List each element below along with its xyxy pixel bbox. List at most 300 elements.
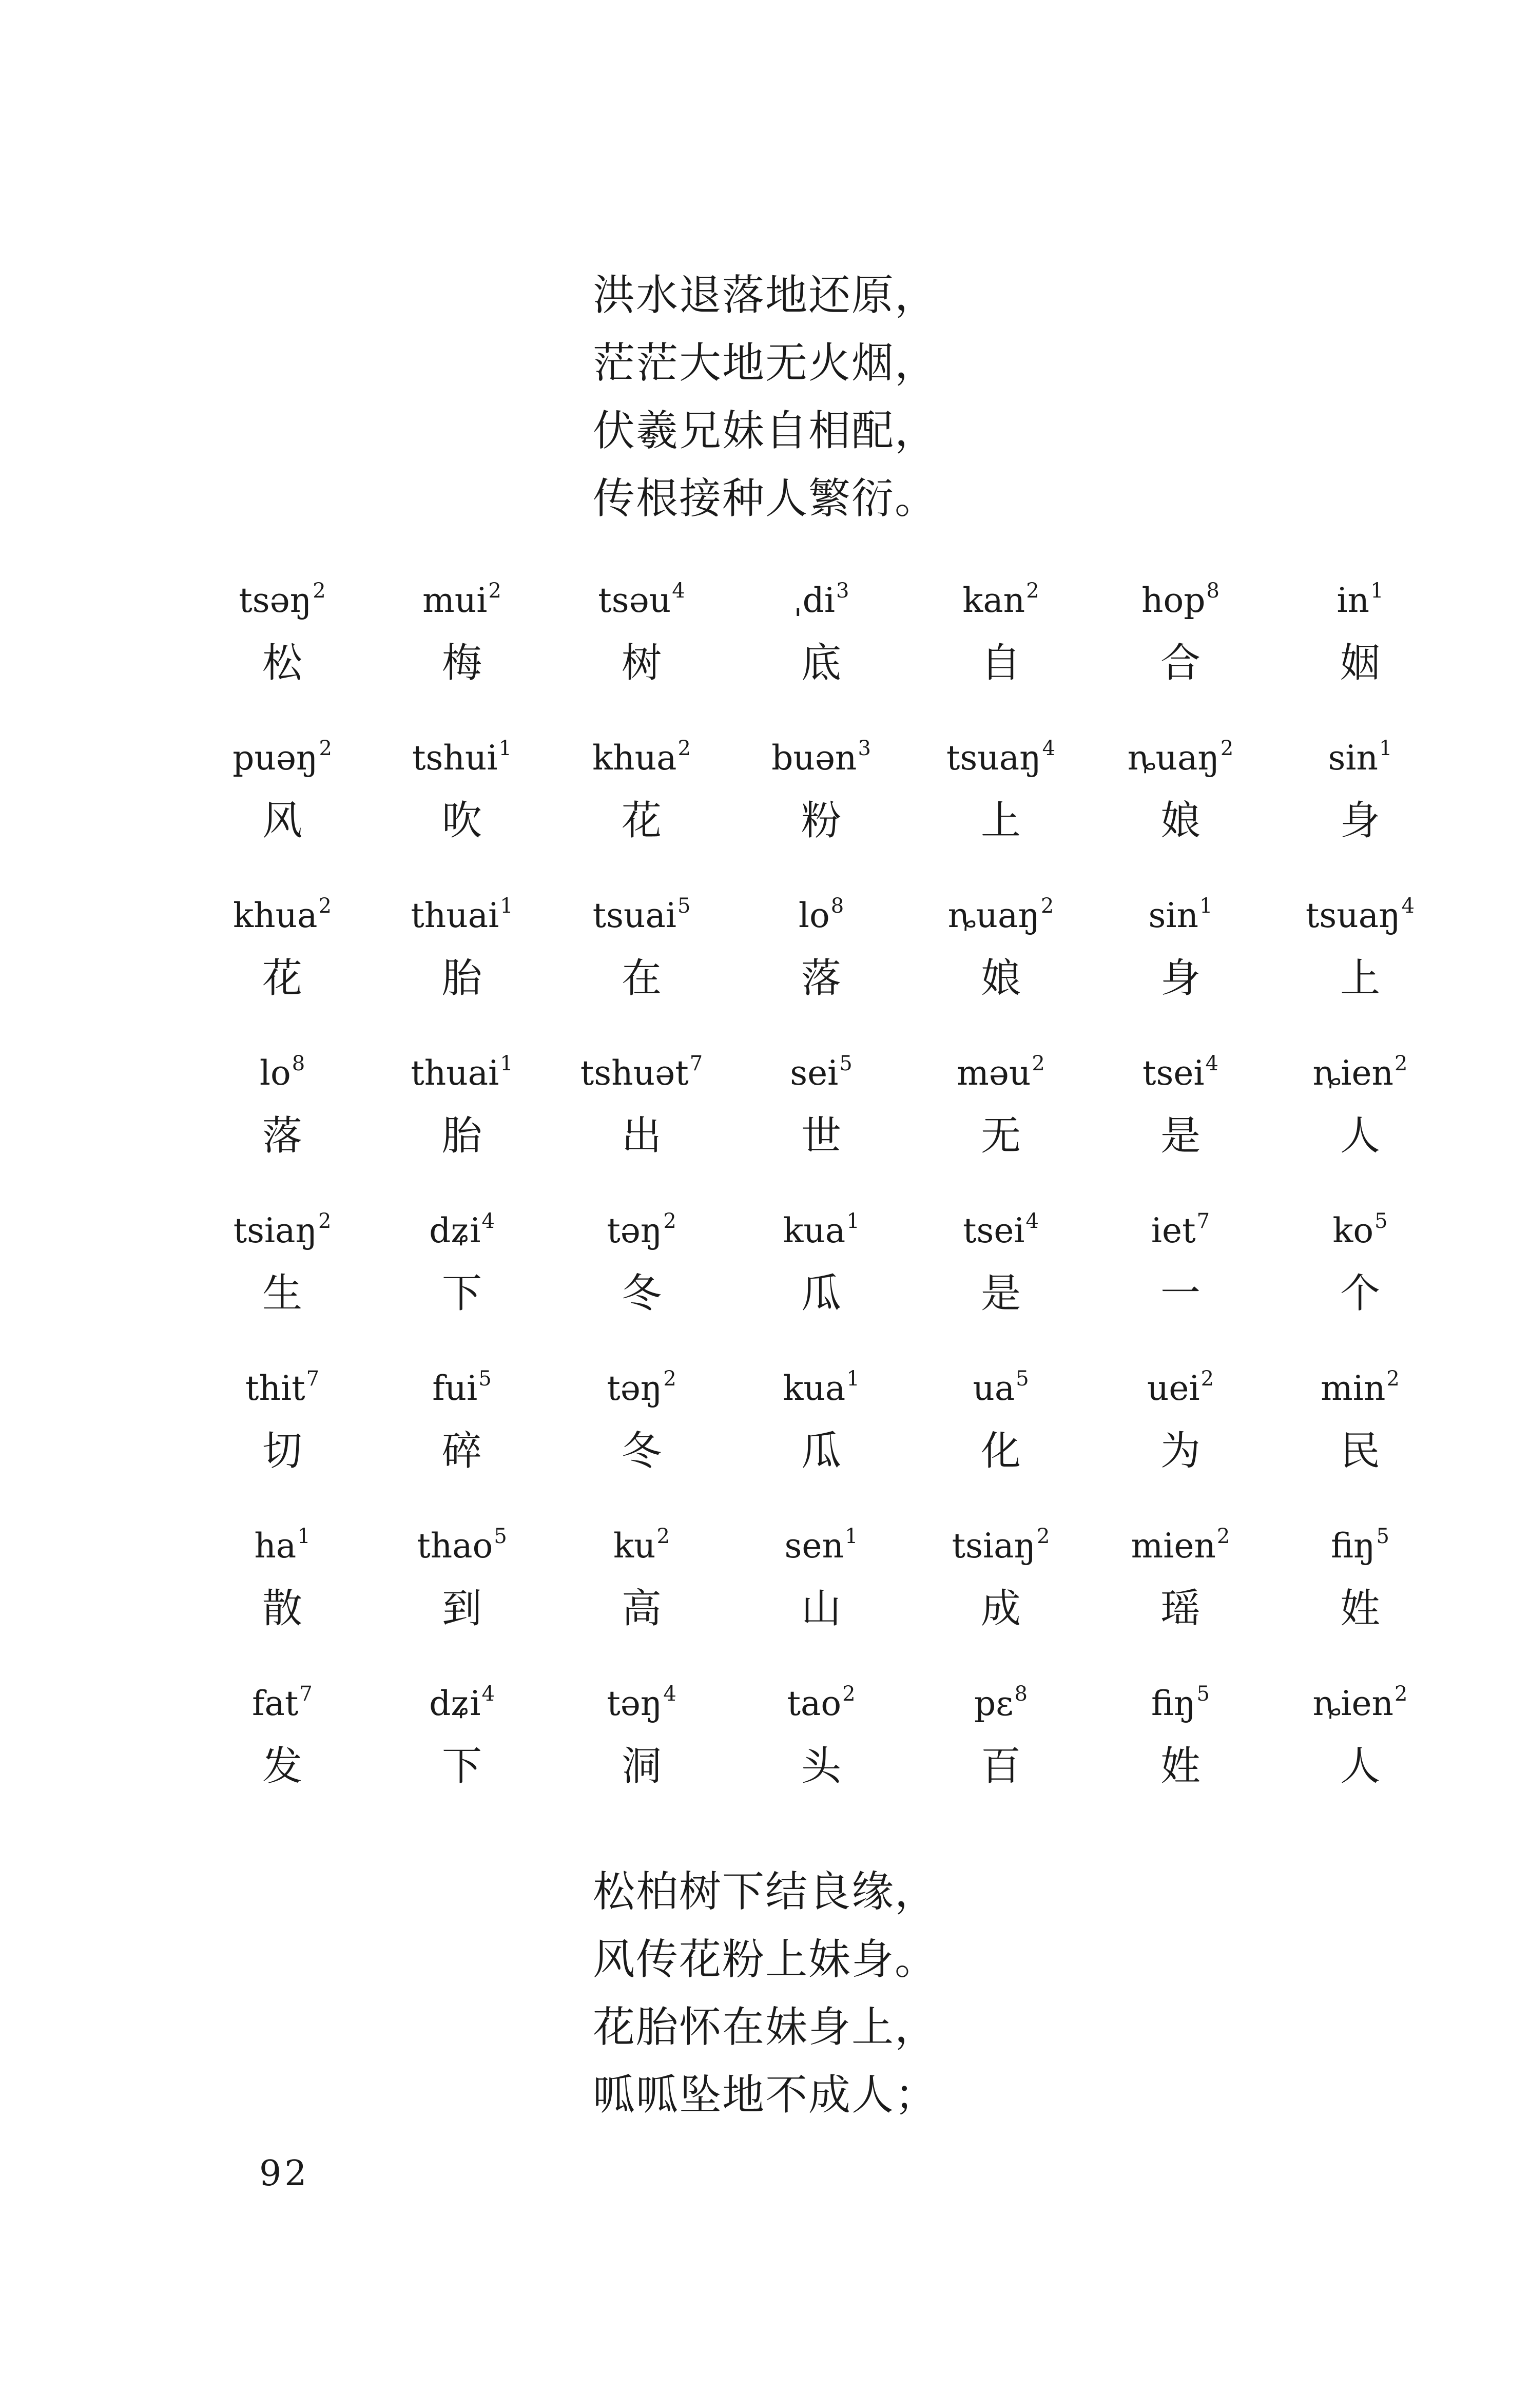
romanization-syllable: tsəŋ <box>239 581 312 620</box>
romanization <box>195 1520 370 1572</box>
romanization-syllable: kua <box>783 1369 846 1408</box>
gloss-cell <box>1273 1678 1447 1797</box>
chinese-character: 瑶 <box>1160 1586 1200 1632</box>
chinese-character: 到 <box>441 1586 482 1632</box>
chinese-character: 发 <box>262 1743 302 1789</box>
tone-number: 1 <box>500 894 513 918</box>
verse-line: 洪水退落地还原， <box>593 271 938 320</box>
chinese-character: 落 <box>262 1113 302 1159</box>
gloss-cell <box>1273 1520 1447 1640</box>
chinese-character: 下 <box>441 1270 482 1317</box>
chinese-character: 生 <box>262 1270 302 1317</box>
tone-number: 2 <box>1220 737 1234 760</box>
romanization <box>1273 1363 1447 1414</box>
chinese-character: 冬 <box>621 1270 662 1317</box>
tone-number: 4 <box>1401 894 1415 918</box>
romanization <box>554 1205 729 1257</box>
tone-number: 4 <box>1042 737 1056 760</box>
romanization <box>375 890 549 941</box>
tone-number: 1 <box>297 1525 311 1548</box>
romanization <box>554 733 729 784</box>
romanization-syllable: ua <box>973 1369 1015 1408</box>
romanization <box>914 1520 1088 1572</box>
tone-number: 2 <box>318 1209 332 1233</box>
tone-number: 2 <box>1386 1367 1400 1391</box>
chinese-character: 民 <box>1340 1428 1380 1474</box>
romanization-syllable: tsuaŋ <box>946 738 1041 778</box>
chinese-character: 花 <box>621 798 662 844</box>
gloss-cell <box>1093 733 1268 852</box>
tone-number: 5 <box>1196 1682 1210 1706</box>
gloss-cell <box>914 1048 1088 1167</box>
tone-number: 2 <box>656 1525 670 1548</box>
chinese-character: 姻 <box>1340 640 1380 686</box>
romanization-syllable: təŋ <box>607 1684 663 1723</box>
romanization <box>554 1520 729 1572</box>
gloss-cell <box>734 1205 908 1324</box>
gloss-cell <box>195 890 370 1009</box>
romanization <box>734 1048 908 1099</box>
chinese-character: 自 <box>980 640 1021 686</box>
gloss-cell <box>554 1520 729 1640</box>
romanization <box>1273 575 1447 626</box>
romanization <box>195 1678 370 1729</box>
tone-number: 1 <box>1370 579 1384 603</box>
gloss-cell <box>195 1520 370 1640</box>
romanization <box>1093 1520 1268 1572</box>
gloss-cell <box>914 575 1088 694</box>
romanization-syllable: tsəu <box>598 581 671 620</box>
chinese-character: 底 <box>801 640 841 686</box>
romanization-syllable: pɛ <box>974 1684 1014 1723</box>
verse-line: 呱呱坠地不成人； <box>593 2071 938 2120</box>
gloss-cell <box>734 733 908 852</box>
verse-line: 传根接种人繁衍。 <box>593 474 938 523</box>
romanization-syllable: tsei <box>962 1211 1025 1250</box>
tone-number: 1 <box>1199 894 1213 918</box>
chinese-character: 是 <box>1160 1113 1200 1159</box>
romanization <box>1273 733 1447 784</box>
chinese-character: 身 <box>1160 955 1200 1001</box>
gloss-cell <box>914 890 1088 1009</box>
tone-number: 2 <box>1395 1052 1408 1075</box>
romanization-syllable: hop <box>1141 581 1206 620</box>
chinese-character: 风 <box>262 798 302 844</box>
tone-number: 5 <box>1016 1367 1029 1391</box>
chinese-character: 胎 <box>441 1113 482 1159</box>
romanization <box>1093 1048 1268 1099</box>
romanization <box>1273 890 1447 941</box>
romanization <box>1273 1048 1447 1099</box>
romanization-syllable: lo <box>259 1053 291 1093</box>
gloss-cell <box>554 1205 729 1324</box>
gloss-cell <box>1273 1048 1447 1167</box>
romanization <box>375 1363 549 1414</box>
romanization <box>734 733 908 784</box>
romanization-syllable: mui <box>422 581 488 620</box>
gloss-cell <box>1093 890 1268 1009</box>
gloss-cell <box>554 733 729 852</box>
romanization-syllable: təŋ <box>607 1369 663 1408</box>
romanization-syllable: fat <box>252 1684 299 1723</box>
tone-number: 5 <box>478 1367 492 1391</box>
romanization <box>914 1678 1088 1729</box>
page-number: 92 <box>259 2153 310 2194</box>
romanization <box>554 1363 729 1414</box>
gloss-cell <box>195 1363 370 1482</box>
gloss-cell <box>1273 575 1447 694</box>
gloss-row <box>195 1520 1389 1678</box>
tone-number: 2 <box>1395 1682 1408 1706</box>
gloss-cell <box>1273 1205 1447 1324</box>
tone-number: 2 <box>1026 579 1039 603</box>
chinese-character: 下 <box>441 1743 482 1789</box>
romanization-syllable: tshuət <box>580 1053 689 1093</box>
chinese-character: 碎 <box>441 1428 482 1474</box>
chinese-character: 吹 <box>441 798 482 844</box>
gloss-cell <box>734 575 908 694</box>
chinese-character: 成 <box>980 1586 1021 1632</box>
romanization-syllable: sin <box>1328 738 1379 778</box>
romanization-syllable: tshui <box>412 738 498 778</box>
tone-number: 3 <box>858 737 871 760</box>
gloss-cell <box>914 1678 1088 1797</box>
tone-number: 4 <box>672 579 685 603</box>
chinese-character: 梅 <box>441 640 482 686</box>
romanization <box>195 890 370 941</box>
romanization <box>1273 1678 1447 1729</box>
gloss-cell <box>195 1205 370 1324</box>
tone-number: 4 <box>663 1682 676 1706</box>
gloss-cell <box>195 1678 370 1797</box>
gloss-cell <box>734 890 908 1009</box>
romanization <box>1093 1205 1268 1257</box>
romanization <box>1093 733 1268 784</box>
verse-line: 松柏树下结良缘， <box>593 1867 938 1916</box>
tone-number: 4 <box>481 1209 495 1233</box>
romanization-syllable: ȵien <box>1312 1053 1394 1093</box>
gloss-cell <box>734 1678 908 1797</box>
gloss-cell <box>195 733 370 852</box>
romanization <box>554 890 729 941</box>
chinese-character: 是 <box>980 1270 1021 1317</box>
gloss-cell <box>375 1520 549 1640</box>
romanization-syllable: lo <box>798 896 830 935</box>
chinese-character: 胎 <box>441 955 482 1001</box>
romanization <box>914 575 1088 626</box>
gloss-cell <box>1273 1363 1447 1482</box>
tone-number: 2 <box>318 894 332 918</box>
romanization-syllable: ku <box>613 1526 656 1566</box>
tone-number: 8 <box>1014 1682 1028 1706</box>
romanization-syllable: khua <box>233 896 318 935</box>
gloss-cell <box>554 890 729 1009</box>
chinese-character: 松 <box>262 640 302 686</box>
romanization-syllable: məu <box>957 1053 1031 1093</box>
romanization <box>914 1048 1088 1099</box>
gloss-row <box>195 575 1384 733</box>
romanization <box>195 1048 370 1099</box>
tone-number: 1 <box>844 1525 858 1548</box>
romanization-syllable: tsiaŋ <box>952 1526 1036 1566</box>
chinese-character: 上 <box>1340 955 1380 1001</box>
romanization-syllable: thuai <box>411 896 499 935</box>
tone-number: 7 <box>299 1682 313 1706</box>
tone-number: 4 <box>1205 1052 1218 1075</box>
tone-number: 4 <box>481 1682 495 1706</box>
tone-number: 5 <box>839 1052 853 1075</box>
chinese-character: 高 <box>621 1586 662 1632</box>
tone-number: 5 <box>1374 1209 1388 1233</box>
chinese-character: 娘 <box>980 955 1021 1001</box>
verse-line: 伏羲兄妹自相配， <box>593 407 938 455</box>
tone-number: 2 <box>677 737 691 760</box>
chinese-character: 百 <box>980 1743 1021 1789</box>
tone-number: 2 <box>319 737 332 760</box>
gloss-cell <box>375 1678 549 1797</box>
tone-number: 3 <box>836 579 849 603</box>
tone-number: 5 <box>1376 1525 1389 1548</box>
romanization <box>914 733 1088 784</box>
chinese-character: 娘 <box>1160 798 1200 844</box>
gloss-cell <box>554 1048 729 1167</box>
chinese-character: 树 <box>621 640 662 686</box>
romanization-syllable: dʑi <box>429 1684 481 1723</box>
romanization <box>1273 1520 1447 1572</box>
tone-number: 2 <box>842 1682 856 1706</box>
romanization <box>734 1520 908 1572</box>
gloss-cell <box>914 1363 1088 1482</box>
gloss-cell <box>734 1048 908 1167</box>
chinese-character: 在 <box>621 955 662 1001</box>
romanization-syllable: tao <box>787 1684 842 1723</box>
tone-number: 2 <box>488 579 501 603</box>
gloss-cell <box>375 1048 549 1167</box>
romanization <box>734 1678 908 1729</box>
romanization-syllable: ˌdi <box>793 581 836 620</box>
chinese-character: 身 <box>1340 798 1380 844</box>
romanization <box>914 890 1088 941</box>
gloss-cell <box>1093 1678 1268 1797</box>
romanization-syllable: uei <box>1147 1369 1200 1408</box>
gloss-cell <box>195 1048 370 1167</box>
tone-number: 1 <box>846 1209 860 1233</box>
chinese-character: 一 <box>1160 1270 1200 1317</box>
tone-number: 8 <box>292 1052 305 1075</box>
gloss-cell <box>914 733 1088 852</box>
verse-line: 花胎怀在妹身上， <box>593 2003 938 2052</box>
gloss-cell <box>1093 1363 1268 1482</box>
verse-line: 风传花粉上妹身。 <box>593 1935 938 1984</box>
tone-number: 7 <box>689 1052 703 1075</box>
romanization <box>734 1205 908 1257</box>
chinese-character: 冬 <box>621 1428 662 1474</box>
romanization <box>1093 575 1268 626</box>
gloss-cell <box>1273 733 1447 852</box>
chinese-character: 洞 <box>621 1743 662 1789</box>
romanization <box>375 1678 549 1729</box>
tone-number: 1 <box>500 1052 513 1075</box>
romanization-syllable: puəŋ <box>233 738 318 778</box>
romanization-syllable: tsuai <box>592 896 676 935</box>
chinese-character: 头 <box>801 1743 841 1789</box>
romanization-syllable: tsei <box>1142 1053 1205 1093</box>
interlinear-gloss-grid <box>195 575 1415 1836</box>
romanization <box>1093 1363 1268 1414</box>
gloss-row <box>195 890 1415 1048</box>
chinese-character: 出 <box>621 1113 662 1159</box>
tone-number: 5 <box>677 894 691 918</box>
romanization <box>914 1205 1088 1257</box>
romanization-syllable: kan <box>962 581 1025 620</box>
romanization-syllable: fiŋ <box>1151 1684 1196 1723</box>
gloss-cell <box>375 733 549 852</box>
romanization-syllable: mien <box>1131 1526 1216 1566</box>
tone-number: 2 <box>1040 894 1054 918</box>
tone-number: 1 <box>1379 737 1392 760</box>
chinese-character: 瓜 <box>801 1428 841 1474</box>
gloss-cell <box>1093 575 1268 694</box>
chinese-character: 散 <box>262 1586 302 1632</box>
gloss-row <box>195 733 1392 890</box>
tone-number: 2 <box>1032 1052 1045 1075</box>
romanization-syllable: təŋ <box>607 1211 663 1250</box>
romanization <box>375 1205 549 1257</box>
romanization-syllable: sei <box>790 1053 839 1093</box>
romanization <box>375 1520 549 1572</box>
tone-number: 7 <box>306 1367 320 1391</box>
romanization-syllable: tsuaŋ <box>1305 896 1401 935</box>
romanization-syllable: in <box>1337 581 1370 620</box>
romanization <box>195 1363 370 1414</box>
tone-number: 2 <box>663 1367 676 1391</box>
gloss-cell <box>375 1205 549 1324</box>
romanization <box>554 575 729 626</box>
romanization <box>914 1363 1088 1414</box>
romanization-syllable: khua <box>592 738 677 778</box>
romanization-syllable: ko <box>1332 1211 1374 1250</box>
romanization <box>734 890 908 941</box>
gloss-cell <box>734 1363 908 1482</box>
romanization-syllable: ha <box>254 1526 297 1566</box>
romanization <box>375 575 549 626</box>
romanization-syllable: buən <box>771 738 857 778</box>
chinese-character: 上 <box>980 798 1021 844</box>
chinese-character: 姓 <box>1160 1743 1200 1789</box>
tone-number: 1 <box>498 737 512 760</box>
gloss-cell <box>554 1678 729 1797</box>
romanization <box>554 1048 729 1099</box>
chinese-character: 山 <box>801 1586 841 1632</box>
tone-number: 4 <box>1025 1209 1039 1233</box>
romanization-syllable: fiŋ <box>1331 1526 1376 1566</box>
romanization-syllable: sen <box>784 1526 844 1566</box>
romanization <box>375 733 549 784</box>
gloss-cell <box>554 1363 729 1482</box>
chinese-character: 姓 <box>1340 1586 1380 1632</box>
gloss-cell <box>1093 1520 1268 1640</box>
chinese-character: 世 <box>801 1113 841 1159</box>
tone-number: 8 <box>830 894 844 918</box>
chinese-character: 为 <box>1160 1428 1200 1474</box>
romanization-syllable: min <box>1321 1369 1386 1408</box>
gloss-cell <box>195 575 370 694</box>
gloss-cell <box>1273 890 1447 1009</box>
gloss-row <box>195 1363 1400 1520</box>
romanization <box>1093 890 1268 941</box>
chinese-character: 人 <box>1340 1113 1380 1159</box>
chinese-character: 瓜 <box>801 1270 841 1317</box>
verse-stanza-bottom <box>593 1858 1363 2129</box>
chinese-character: 切 <box>262 1428 302 1474</box>
verse-line: 茫茫大地无火烟， <box>593 339 938 388</box>
romanization <box>554 1678 729 1729</box>
romanization <box>1093 1678 1268 1729</box>
romanization-syllable: dʑi <box>429 1211 481 1250</box>
gloss-cell <box>375 575 549 694</box>
tone-number: 5 <box>494 1525 507 1548</box>
gloss-cell <box>734 1520 908 1640</box>
romanization-syllable: thuai <box>411 1053 499 1093</box>
romanization <box>195 575 370 626</box>
romanization-syllable: ȵuaŋ <box>947 896 1040 935</box>
tone-number: 2 <box>663 1209 676 1233</box>
gloss-cell <box>375 1363 549 1482</box>
chinese-character: 无 <box>980 1113 1021 1159</box>
gloss-row <box>195 1678 1408 1836</box>
romanization-syllable: thit <box>245 1369 305 1408</box>
romanization-syllable: iet <box>1151 1211 1196 1250</box>
romanization-syllable: ȵien <box>1312 1684 1394 1723</box>
romanization-syllable: tsiaŋ <box>233 1211 317 1250</box>
romanization <box>734 1363 908 1414</box>
chinese-character: 合 <box>1160 640 1200 686</box>
gloss-cell <box>914 1205 1088 1324</box>
romanization <box>734 575 908 626</box>
gloss-cell <box>554 575 729 694</box>
romanization-syllable: ȵuaŋ <box>1127 738 1219 778</box>
romanization <box>195 1205 370 1257</box>
romanization-syllable: thao <box>417 1526 493 1566</box>
gloss-cell <box>914 1520 1088 1640</box>
gloss-row <box>195 1048 1408 1205</box>
chinese-character: 粉 <box>801 798 841 844</box>
gloss-row <box>195 1205 1388 1363</box>
tone-number: 2 <box>1200 1367 1214 1391</box>
romanization-syllable: sin <box>1148 896 1199 935</box>
verse-stanza-top <box>593 262 1363 533</box>
romanization-syllable: fui <box>432 1369 478 1408</box>
chinese-character: 人 <box>1340 1743 1380 1789</box>
chinese-character: 花 <box>262 955 302 1001</box>
romanization <box>375 1048 549 1099</box>
gloss-cell <box>375 890 549 1009</box>
chinese-character: 个 <box>1340 1270 1380 1317</box>
tone-number: 2 <box>1216 1525 1230 1548</box>
chinese-character: 化 <box>980 1428 1021 1474</box>
romanization-syllable: kua <box>783 1211 846 1250</box>
tone-number: 2 <box>313 579 326 603</box>
romanization <box>1273 1205 1447 1257</box>
tone-number: 8 <box>1206 579 1219 603</box>
gloss-cell <box>1093 1048 1268 1167</box>
tone-number: 7 <box>1196 1209 1210 1233</box>
chinese-character: 落 <box>801 955 841 1001</box>
tone-number: 2 <box>1036 1525 1050 1548</box>
gloss-cell <box>1093 1205 1268 1324</box>
romanization <box>195 733 370 784</box>
tone-number: 1 <box>846 1367 860 1391</box>
